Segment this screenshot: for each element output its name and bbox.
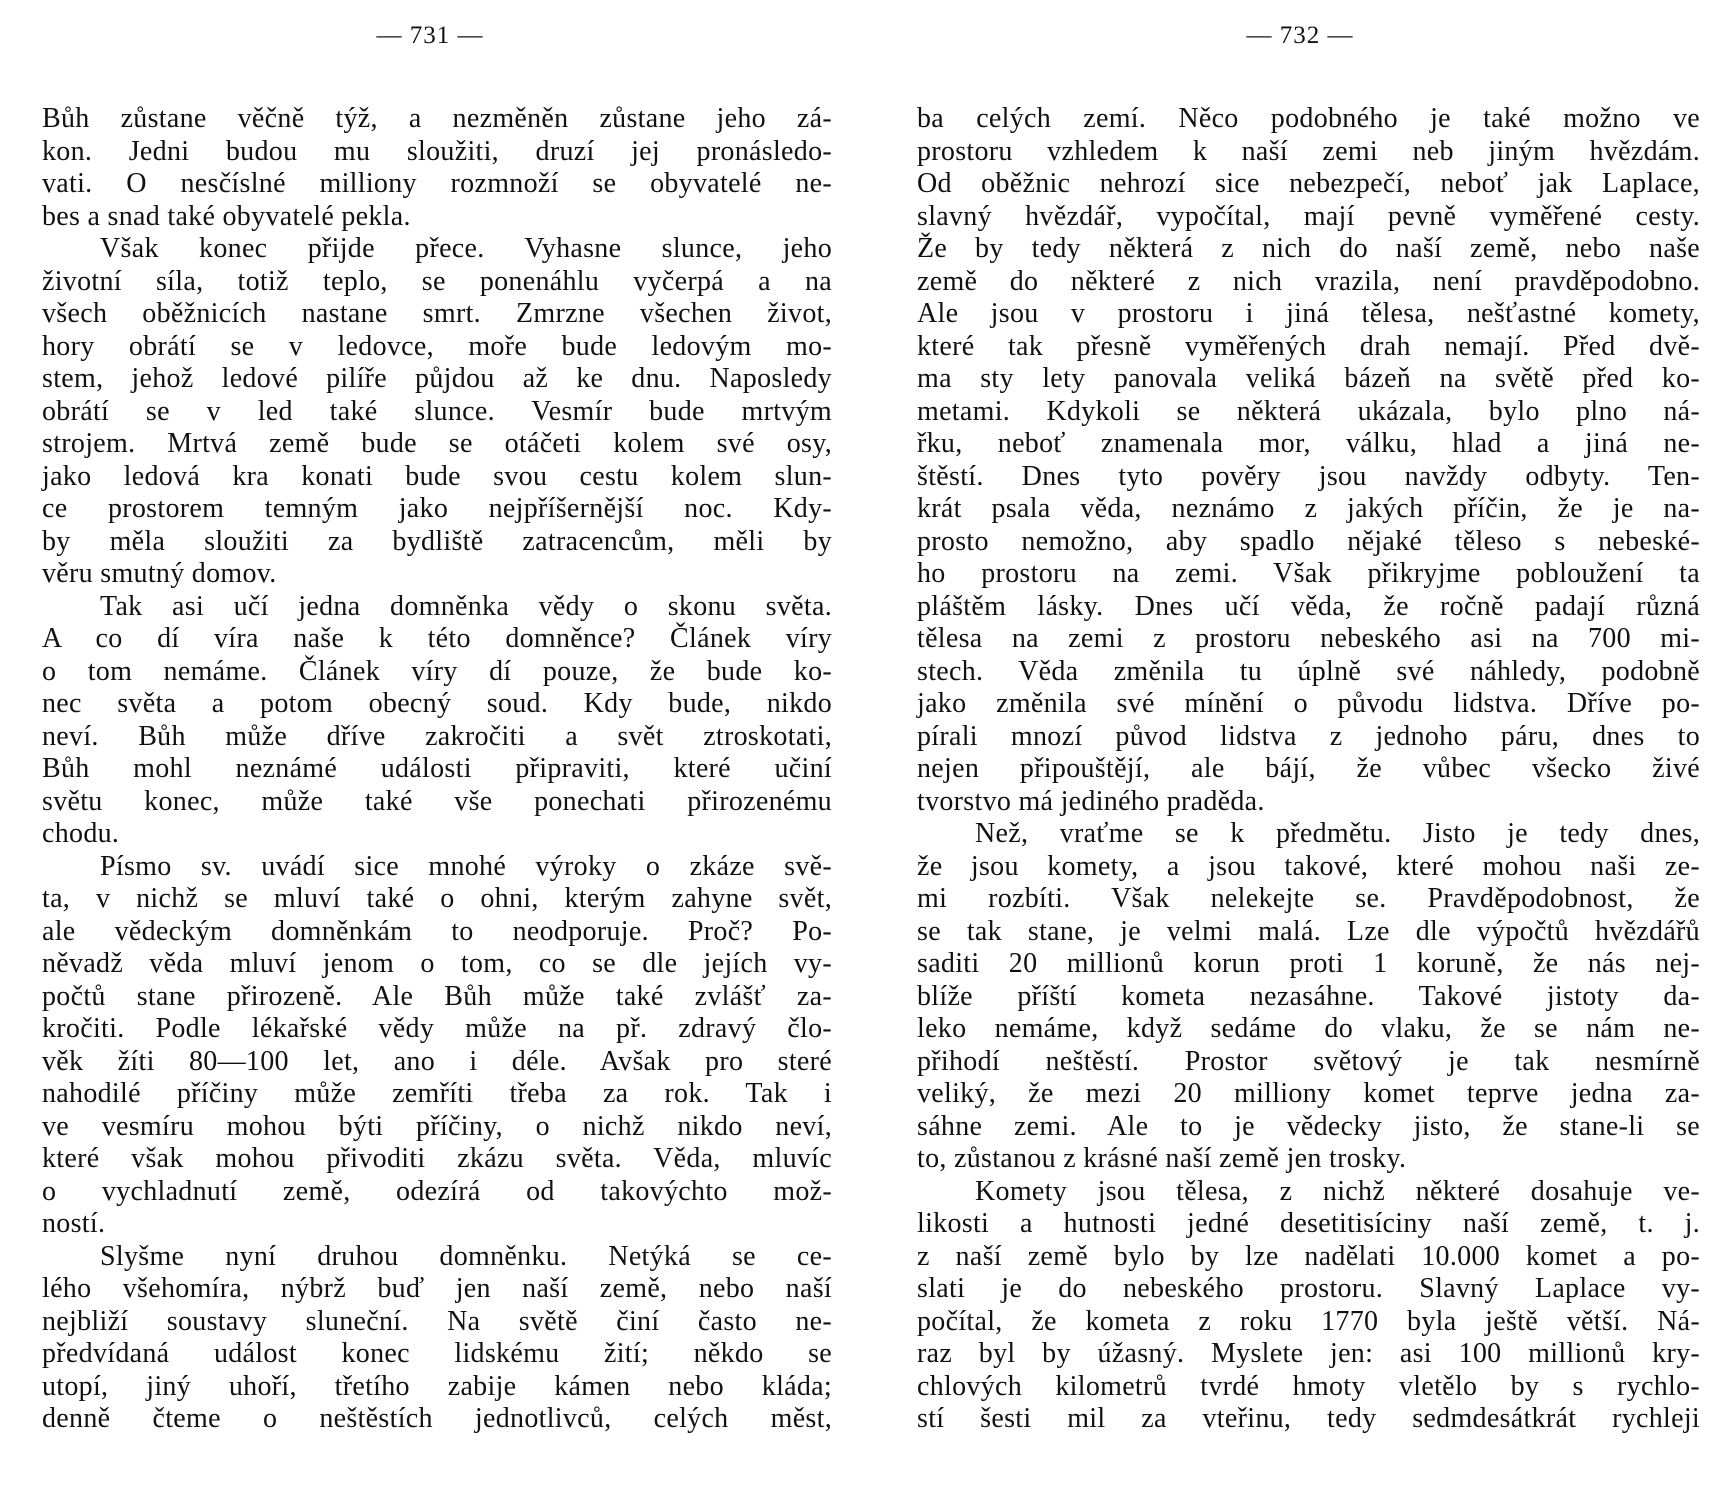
text-line: likosti a hutnosti jedné desetitisíciny naší země, t. j. bbox=[917, 1208, 1700, 1239]
text-line: neví. Bůh může dříve zakročiti a svět ztroskotati, bbox=[42, 720, 832, 752]
text-line: bes a snad také obyvatelé pekla. bbox=[42, 200, 411, 232]
text-line: řku, neboť znamenala mor, válku, hlad a jiná ne- bbox=[917, 428, 1700, 459]
text-line: ve vesmíru mohou býti příčiny, o nichž nikdo neví, bbox=[42, 1110, 832, 1142]
text-line: ta, v nichž se mluví také o ohni, kterým zahyne svět, bbox=[42, 883, 832, 914]
page-number-732: — 732 — bbox=[1246, 22, 1354, 49]
text-line: z naší země bylo by lze nadělati 10.000 komet a po- bbox=[917, 1240, 1700, 1272]
text-line: země do některé z nich vrazila, není pravděpodobno. bbox=[917, 265, 1700, 297]
text-line: se tak stane, je velmi malá. Lze dle výpočtů hvězdářů bbox=[917, 915, 1700, 947]
text-line: utopí, jiný uhoří, třetího zabije kámen nebo kláda; bbox=[42, 1370, 832, 1402]
text-line: metami. Kdykoli se některá ukázala, bylo plno ná- bbox=[917, 395, 1700, 427]
text-line: předvídaná událost konec lidskému žití; někdo se bbox=[42, 1338, 832, 1369]
text-line: leko nemáme, když sedáme do vlaku, že se nám ne- bbox=[917, 1013, 1700, 1044]
text-line: slati je do nebeského prostoru. Slavný Laplace vy- bbox=[917, 1273, 1700, 1304]
right-text-column bbox=[917, 103, 1700, 1436]
text-line: A co dí víra naše k této domněnce? Článek víry bbox=[42, 623, 832, 654]
text-line: lého všehomíra, nýbrž buď jen naší země, nebo naší bbox=[42, 1273, 832, 1304]
text-line: ma sty lety panovala veliká bázeň na světě před ko- bbox=[917, 363, 1700, 394]
text-line: chlových kilometrů tvrdé hmoty vletělo by s rychlo- bbox=[917, 1370, 1700, 1402]
text-line: stí šesti mil za vteřinu, tedy sedmdesátkrát rychleji bbox=[917, 1403, 1700, 1434]
text-line: sáhne zemi. Ale to je vědecky jisto, že stane-li se bbox=[917, 1110, 1700, 1142]
text-line: světu konec, může také vše ponechati přirozenému bbox=[42, 785, 832, 817]
text-line: stech. Věda změnila tu úplně své náhledy, podobně bbox=[917, 655, 1700, 687]
text-line: tvorstvo má jediného praděda. bbox=[917, 785, 1265, 817]
text-line: denně čteme o neštěstích jednotlivců, celých měst, bbox=[42, 1403, 832, 1434]
text-line: vati. O nesčíslné milliony rozmnoží se obyvatelé ne- bbox=[42, 168, 832, 199]
text-line: ce prostorem temným jako nejpříšernější noc. Kdy- bbox=[42, 493, 832, 524]
text-line: Ale jsou v prostoru i jiná tělesa, nešťastné komety, bbox=[917, 298, 1700, 329]
text-line: ho prostoru na zemi. Však přikryjme pobloužení ta bbox=[917, 558, 1700, 589]
text-line: slavný hvězdář, vypočítal, mají pevně vyměřené cesty. bbox=[917, 200, 1700, 232]
text-line: kročiti. Podle lékařské vědy může na př. zdravý člo- bbox=[42, 1013, 832, 1044]
text-line: tělesa na zemi z prostoru nebeského asi na 700 mi- bbox=[917, 623, 1700, 654]
text-line: počítal, že kometa z roku 1770 byla ještě větší. Ná- bbox=[917, 1305, 1700, 1337]
text-line: nejbliží soustavy sluneční. Na světě činí často ne- bbox=[42, 1305, 832, 1337]
text-line: mi rozbíti. Však nelekejte se. Pravděpodobnost, že bbox=[917, 883, 1700, 914]
text-line: životní síla, totiž teplo, se ponenáhlu vyčerpá a na bbox=[42, 265, 832, 297]
text-line: jako ledová kra konati bude svou cestu kolem slun- bbox=[42, 460, 832, 492]
left-text-column bbox=[42, 103, 832, 1436]
text-line: prosto nemožno, aby spadlo nějaké těleso s nebeské- bbox=[917, 525, 1700, 557]
text-line: by měla sloužiti za bydliště zatracencům, měli by bbox=[42, 525, 832, 557]
text-line: všech oběžnicích nastane smrt. Zmrzne všechen život, bbox=[42, 298, 832, 329]
text-line: ale vědeckým domněnkám to neodporuje. Proč? Po- bbox=[42, 915, 832, 947]
text-line: pláštěm lásky. Dnes učí věda, že ročně padají různá bbox=[917, 590, 1700, 622]
page-number-731: — 731 — bbox=[376, 22, 484, 49]
text-line: nec světa a potom obecný soud. Kdy bude, nikdo bbox=[42, 688, 832, 719]
text-line: Bůh zůstane věčně týž, a nezměněn zůstane jeho zá- bbox=[42, 103, 832, 134]
text-line: Tak asi učí jedna domněnka vědy o skonu světa. bbox=[100, 590, 832, 622]
text-line: chodu. bbox=[42, 818, 120, 849]
text-line: Však konec přijde přece. Vyhasne slunce, jeho bbox=[100, 233, 832, 264]
text-line: ba celých zemí. Něco podobného je také možno ve bbox=[917, 103, 1700, 134]
text-line: obrátí se v led také slunce. Vesmír bude mrtvým bbox=[42, 395, 832, 427]
text-line: strojem. Mrtvá země bude se otáčeti kolem své osy, bbox=[42, 428, 832, 459]
text-line: nahodilé příčiny může zemříti třeba za rok. Tak i bbox=[42, 1078, 832, 1109]
text-line: Než, vraťme se k předmětu. Jisto je tedy dnes, bbox=[975, 818, 1700, 849]
text-line: kon. Jedni budou mu sloužiti, druzí jej pronásledo- bbox=[42, 135, 832, 167]
text-line: pírali mnozí původ lidstva z jednoho páru, dnes to bbox=[917, 720, 1700, 752]
text-line: Bůh mohl neznámé události připraviti, které učiní bbox=[42, 753, 832, 784]
text-line: ností. bbox=[42, 1208, 106, 1239]
text-line: stem, jehož ledové pilíře půjdou až ke dnu. Naposledy bbox=[42, 363, 832, 394]
text-line: Slyšme nyní druhou domněnku. Netýká se ce- bbox=[100, 1240, 832, 1272]
text-line: krát psala věda, neznámo z jakých příčin, že je na- bbox=[917, 493, 1700, 524]
text-line: Od oběžnic nehrozí sice nebezpečí, neboť jak Laplace, bbox=[917, 168, 1700, 199]
text-line: Komety jsou tělesa, z nichž některé dosahuje ve- bbox=[975, 1175, 1700, 1207]
text-line: počtů stane přirozeně. Ale Bůh může také zvlášť za- bbox=[42, 980, 832, 1012]
text-line: něvadž věda mluví jenom o tom, co se dle jejích vy- bbox=[42, 948, 832, 979]
text-line: nejen připouštějí, ale bájí, že vůbec všecko živé bbox=[917, 753, 1700, 784]
text-line: o tom nemáme. Článek víry dí pouze, že bude ko- bbox=[42, 655, 832, 687]
text-line: které tak přesně vyměřených drah nemají. Před dvě- bbox=[917, 330, 1700, 362]
text-line: které však mohou přivoditi zkázu světa. Věda, mluvíc bbox=[42, 1143, 832, 1174]
text-line: věk žíti 80—100 let, ano i déle. Avšak pro steré bbox=[42, 1045, 832, 1077]
text-line: o vychladnutí země, odezírá od takovýchto mož- bbox=[42, 1175, 832, 1207]
right-page bbox=[860, 0, 1720, 1500]
text-line: přihodí neštěstí. Prostor světový je tak nesmírně bbox=[917, 1045, 1700, 1077]
text-line: veliký, že mezi 20 milliony komet teprve jedna za- bbox=[917, 1078, 1700, 1109]
text-line: věru smutný domov. bbox=[42, 558, 277, 589]
text-line: raz byl by úžasný. Myslete jen: asi 100 millionů kry- bbox=[917, 1338, 1700, 1369]
text-line: hory obrátí se v ledovce, moře bude ledovým mo- bbox=[42, 330, 832, 362]
text-line: jako změnila své mínění o původu lidstva. Dříve po- bbox=[917, 688, 1700, 719]
text-line: že jsou komety, a jsou takové, které mohou naši ze- bbox=[917, 850, 1700, 882]
text-line: saditi 20 millionů korun proti 1 koruně, že nás nej- bbox=[917, 948, 1700, 979]
text-line: Že by tedy některá z nich do naší země, nebo naše bbox=[917, 233, 1700, 264]
text-line: Písmo sv. uvádí sice mnohé výroky o zkáze svě- bbox=[100, 850, 832, 882]
text-line: prostoru vzhledem k naší zemi neb jiným hvězdám. bbox=[917, 135, 1700, 167]
text-line: blíže příští kometa nezasáhne. Takové jistoty da- bbox=[917, 980, 1700, 1012]
text-line: štěstí. Dnes tyto pověry jsou navždy odbyty. Ten- bbox=[917, 460, 1700, 492]
text-line: to, zůstanou z krásné naší země jen trosky. bbox=[917, 1143, 1407, 1174]
